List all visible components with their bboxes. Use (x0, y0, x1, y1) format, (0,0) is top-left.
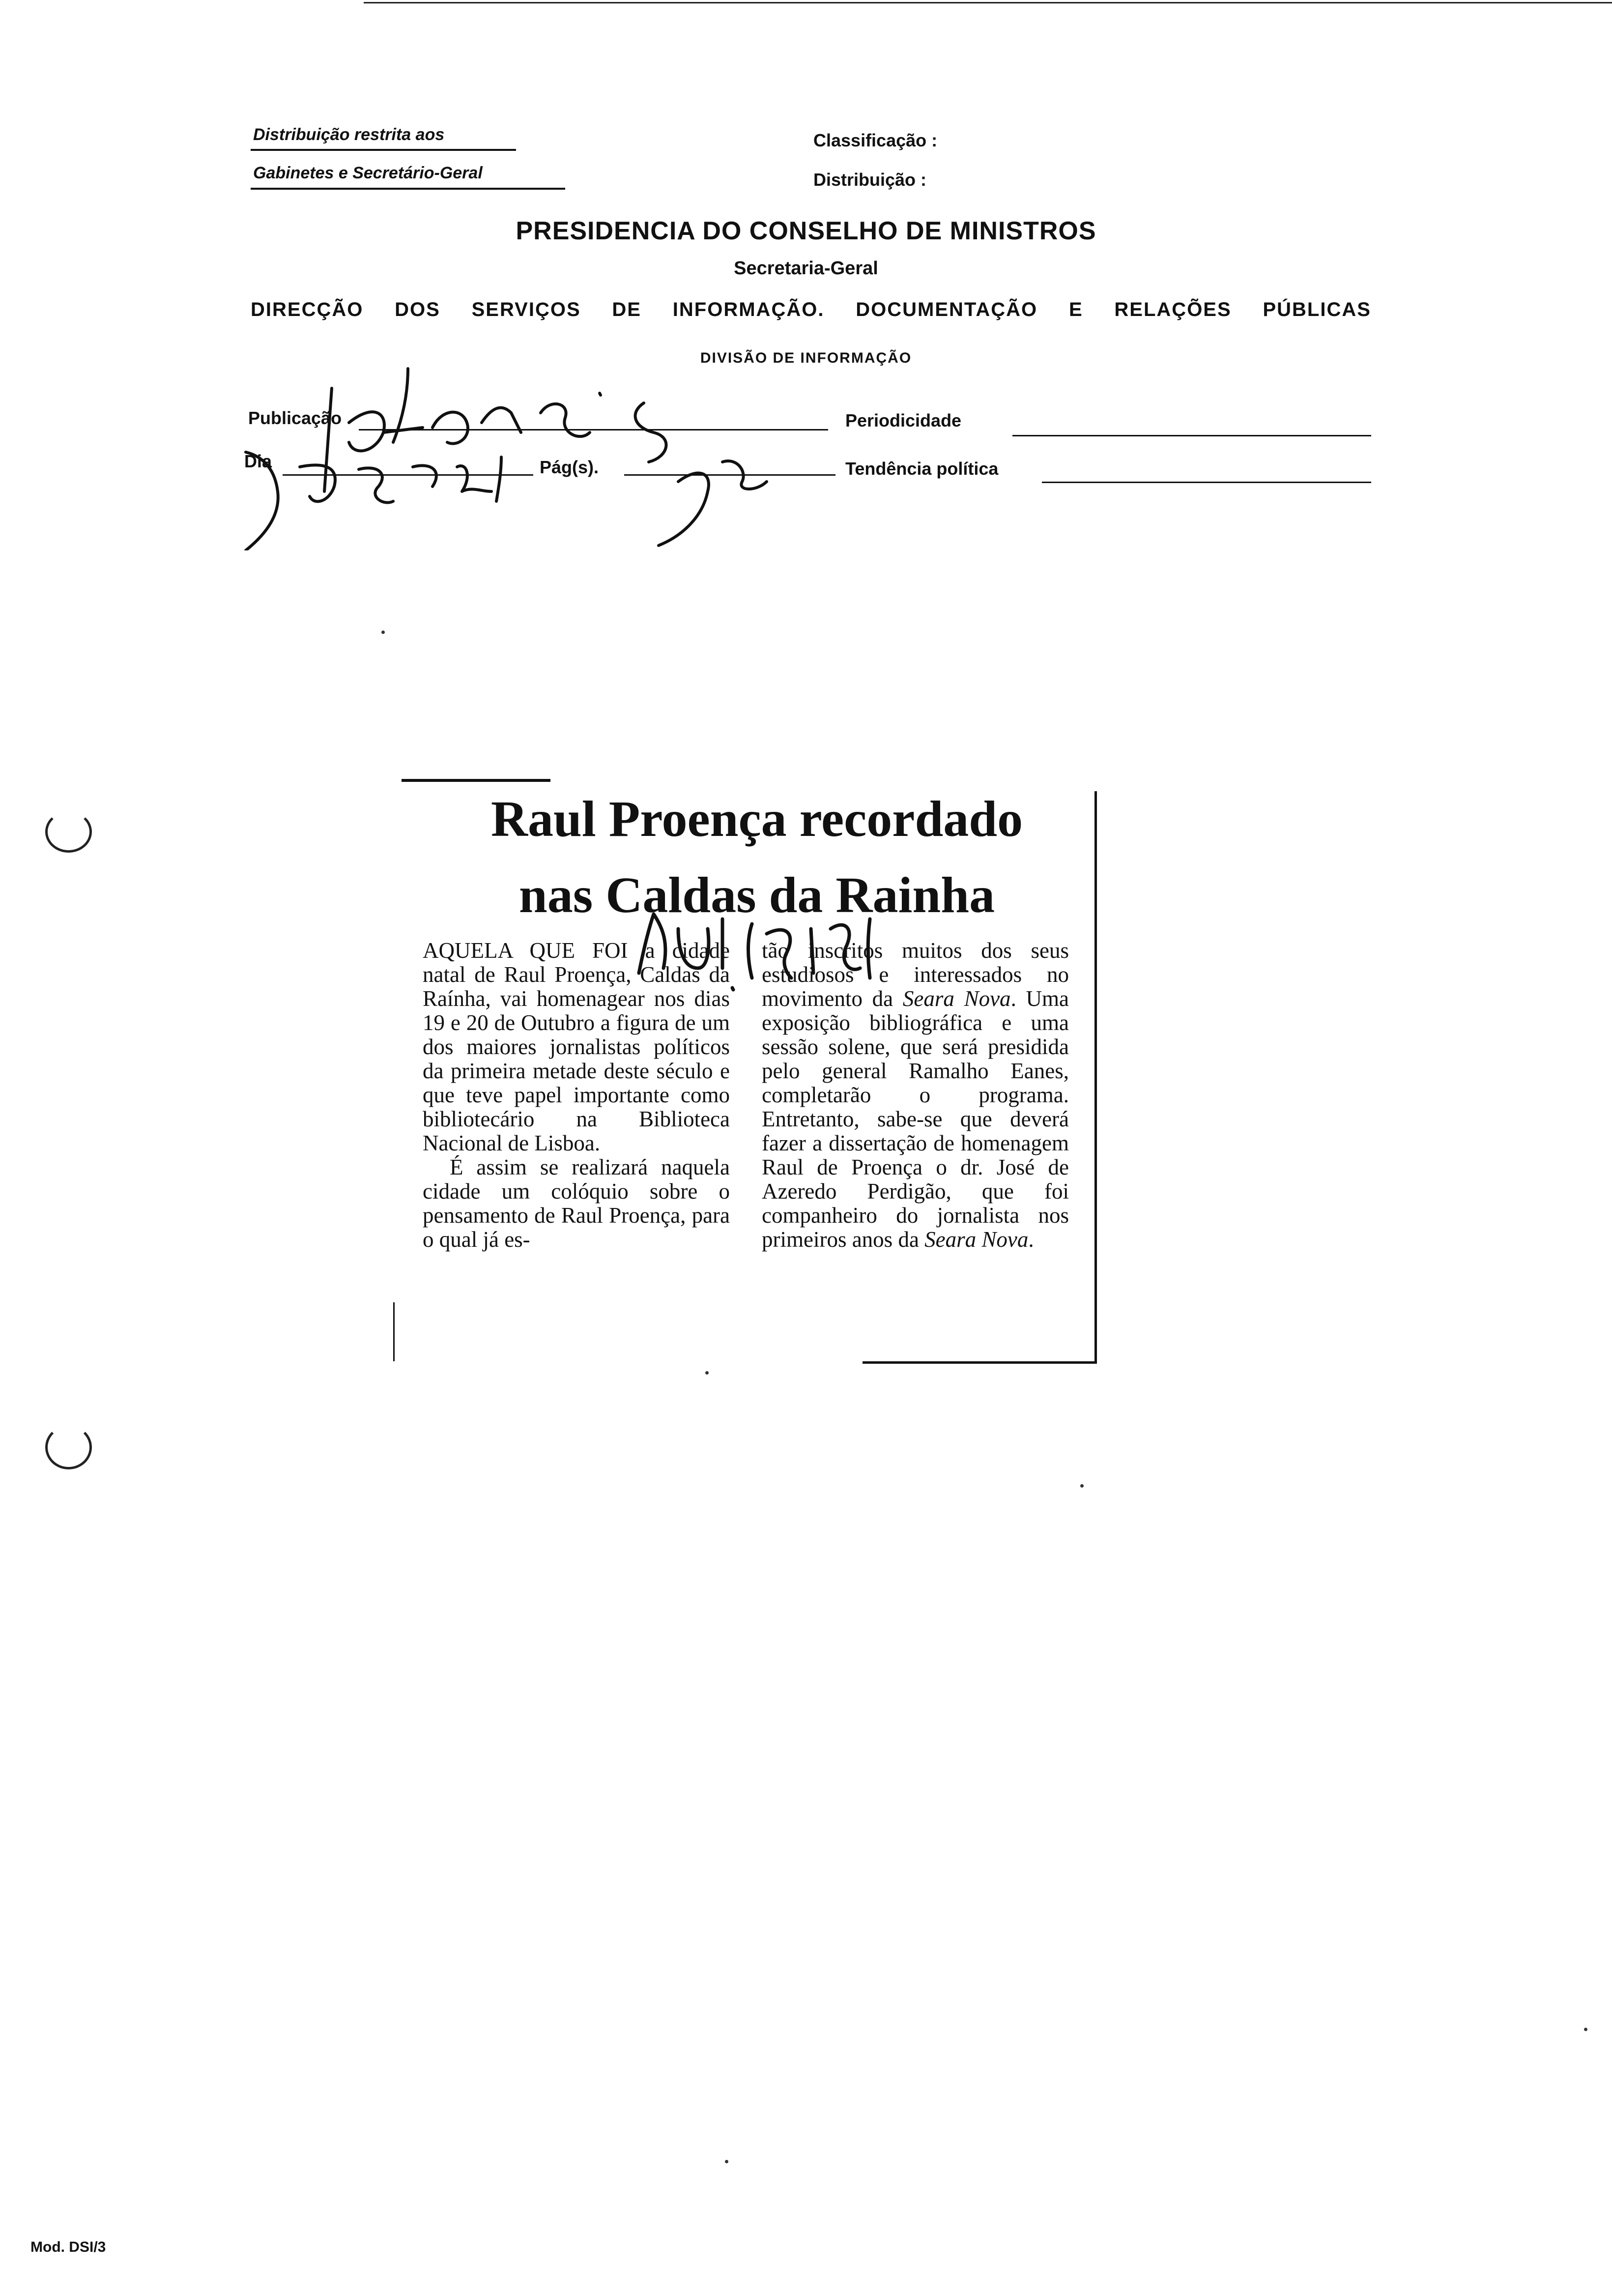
article-headline-line1: Raul Proença recordado (490, 791, 1023, 847)
article-text: . Uma exposição bibliográfica e uma sessão solene, que será presidida pelo general Ramalho Eanes, completarão o programa. Entretanto, sabe-se que deverá fazer a dissertação de homenagem Raul de Proença o dr. José de Azeredo Perdigão, que foi companheiro do jornalista nos primeiros anos da (762, 986, 1069, 1252)
page-title: PRESIDENCIA DO CONSELHO DE MINISTROS (516, 217, 1096, 245)
directorate-word: E (1068, 299, 1083, 320)
punch-hole-mark (45, 811, 92, 853)
directorate-word: RELAÇÕES (1114, 299, 1232, 320)
directorate-word: DE (612, 299, 641, 320)
article-paragraph: AQUELA QUE FOI a cidade natal de Raul Proença, Caldas da Raínha, vai homenagear nos dias 19 e 20 de Outubro a figura de um dos maiores jornalistas políticos da primeira metade deste século e que teve papel importante como bibliotecário na Biblioteca Nacional de Lisboa. (423, 938, 730, 1155)
top-edge-rule (364, 2, 1612, 3)
scan-speck (381, 631, 385, 634)
article-text: . (1028, 1227, 1034, 1252)
punch-hole-mark (45, 1425, 92, 1469)
scan-speck (705, 1371, 709, 1375)
tendencia-label: Tendência política (845, 459, 999, 479)
clipping-bottom-border (863, 1361, 1096, 1364)
directorate-word: DIRECÇÃO (251, 299, 364, 320)
periodicidade-label: Periodicidade (845, 410, 962, 430)
dia-label: Dia (244, 451, 272, 471)
article-paragraph (762, 939, 1069, 1252)
article-text: tão inscritos muitos dos seus estudiosos e interessados no movimento da (762, 938, 1069, 1011)
scan-speck (1080, 1484, 1084, 1488)
tendencia-field-line (1042, 482, 1371, 483)
scan-speck (1584, 2028, 1587, 2031)
clipping-right-border (1094, 791, 1097, 1364)
directorate-word: DOCUMENTAÇÃO (856, 299, 1038, 320)
pags-label: Pág(s). (540, 457, 599, 477)
periodicidade-field-line (1012, 435, 1371, 436)
distribution-note-underline-2 (251, 188, 565, 190)
article-column-left (423, 939, 730, 1252)
distribution-note-underline-1 (251, 149, 516, 151)
directorate-word: PÚBLICAS (1263, 299, 1371, 320)
directorate-word: SERVIÇOS (471, 299, 581, 320)
clipping-left-edge (393, 1302, 395, 1361)
distribuicao-label: Distribuição : (813, 170, 927, 190)
form-code: Mod. DSI/3 (30, 2239, 106, 2255)
article-column-right (762, 939, 1069, 1252)
distribution-note-line2: Gabinetes e Secretário-Geral (253, 164, 483, 182)
article-paragraph: É assim se realizará naquela cidade um colóquio sobre o pensamento de Raul Proença, para o qual já es- (423, 1155, 730, 1252)
publicacao-label: Publicação (248, 408, 342, 428)
handwritten-form-entries (226, 344, 816, 550)
page-subtitle: Secretaria-Geral (734, 258, 878, 279)
distribution-note-line1: Distribuição restrita aos (253, 125, 445, 144)
directorate-word: INFORMAÇÃO. (672, 299, 825, 320)
article-headline-line2: nas Caldas da Rainha (518, 867, 995, 923)
publication-name: Seara Nova (924, 1227, 1029, 1252)
division-label: DIVISÃO DE INFORMAÇÃO (700, 350, 912, 366)
scan-speck (725, 2160, 728, 2163)
directorate-line (251, 299, 1371, 321)
publication-name: Seara Nova (902, 986, 1011, 1011)
clipping-top-rule (402, 779, 550, 782)
classificacao-label: Classificação : (813, 130, 938, 150)
directorate-word: DOS (395, 299, 440, 320)
